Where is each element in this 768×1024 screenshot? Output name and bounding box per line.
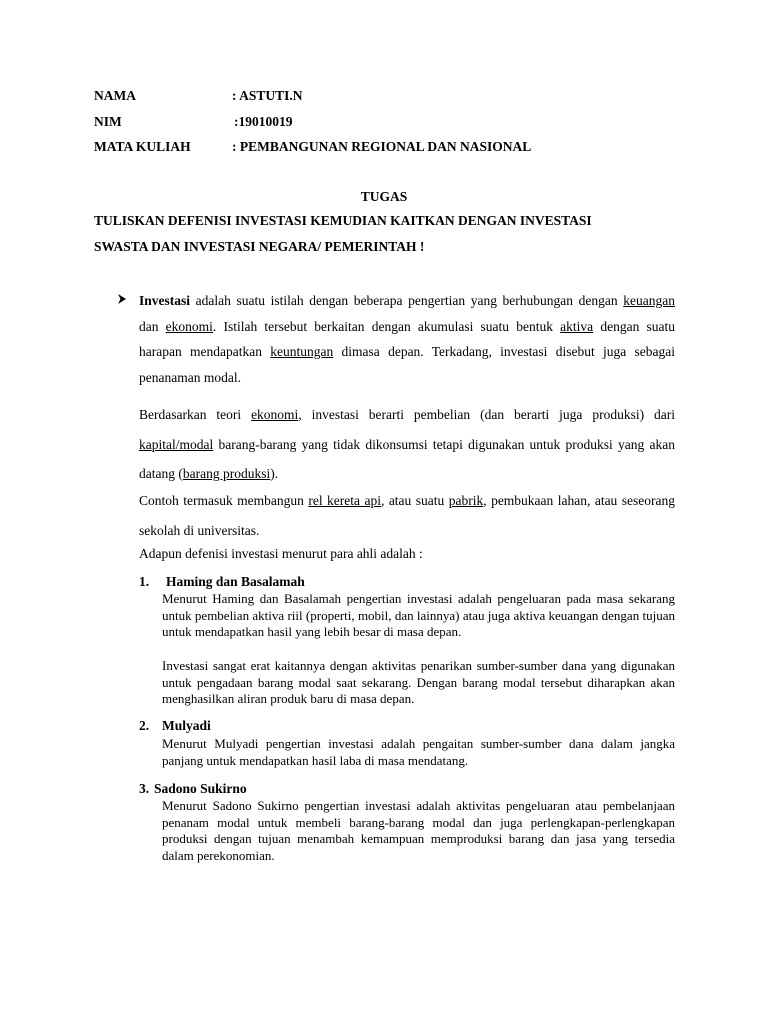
link-pabrik[interactable]: pabrik xyxy=(448,493,484,508)
term-investasi: Investasi xyxy=(139,293,191,308)
paragraph-experts-intro: Adapun defenisi investasi menurut para ahli adalah : xyxy=(139,546,423,561)
paragraph-examples: Contoh termasuk membangun rel kereta api, atau suatu pabrik, pembukaan lahan, atau seseorang sekolah di universitas. xyxy=(139,493,675,538)
mata-kuliah-value: : PEMBANGUNAN REGIONAL DAN NASIONAL xyxy=(232,139,532,154)
expert-2-number: 2. xyxy=(139,718,150,733)
task-line-1: TULISKAN DEFENISI INVESTASI KEMUDIAN KAITKAN DENGAN INVESTASI xyxy=(94,213,592,228)
task-heading: TUGAS xyxy=(360,189,408,204)
expert-1-name: Haming dan Basalamah xyxy=(166,574,305,589)
link-aktiva[interactable]: aktiva xyxy=(560,318,594,334)
paragraph-definition: Investasi adalah suatu istilah dengan beberapa pengertian yang berhubungan dengan keuangan dan ekonomi. Istilah tersebut berkaitan dengan akumulasi suatu bentuk aktiva dengan suatu harapan mendapatkan keuntungan dimasa depan. Terkadang, investasi disebut juga sebagai penanaman modal. xyxy=(139,293,675,385)
link-rel-kereta-api[interactable]: rel kereta api xyxy=(308,493,381,508)
link-ekonomi[interactable]: ekonomi xyxy=(165,318,213,334)
expert-2-name: Mulyadi xyxy=(162,718,211,733)
link-kapital-modal[interactable]: kapital/modal xyxy=(139,436,214,452)
expert-3-name: Sadono Sukirno xyxy=(154,781,247,796)
nim-label: NIM xyxy=(94,114,122,129)
task-line-2: SWASTA DAN INVESTASI NEGARA/ PEMERINTAH ! xyxy=(94,239,425,254)
link-keuntungan[interactable]: keuntungan xyxy=(270,344,334,359)
expert-1-text-1: Menurut Haming dan Basalamah pengertian investasi adalah pengeluaran pada masa sekarang untuk pembelian aktiva riil (properti, mobil, dan lainnya) atau juga aktiva keuangan dengan tujuan untuk mendapatkan hasil yang lebih besar di masa depan. xyxy=(162,591,675,639)
link-barang-produksi[interactable]: barang produksi xyxy=(182,466,271,481)
expert-1-text-2: Investasi sangat erat kaitannya dengan aktivitas penarikan sumber-sumber dana yang digunakan untuk pengadaan barang modal saat sekarang. Dengan barang modal tersebut diharapkan akan menghasilkan aliran produk baru di masa depan. xyxy=(162,658,675,706)
arrow-right-icon xyxy=(116,292,128,310)
nama-label: NAMA xyxy=(94,88,136,103)
expert-3-text-1: Menurut Sadono Sukirno pengertian investasi adalah aktivitas pengeluaran atau pembelanjaan penanam modal untuk membeli barang-barang modal dan juga perlengkapan-perlengkapan produksi dengan tujuan menambah kemampuan memproduksi barang dan jasa yang tersedia dalam perekonomian. xyxy=(162,798,675,863)
nama-value: : ASTUTI.N xyxy=(232,88,303,103)
expert-3-number: 3. xyxy=(139,781,150,796)
link-keuangan[interactable]: keuangan xyxy=(623,293,675,308)
expert-2-text-1: Menurut Mulyadi pengertian investasi adalah pengaitan sumber-sumber dana dalam jangka panjang untuk mendapatkan hasil laba di masa mendatang. xyxy=(162,736,675,768)
expert-1-number: 1. xyxy=(139,574,150,589)
nim-value: :19010019 xyxy=(234,114,293,129)
paragraph-economic-theory: Berdasarkan teori ekonomi, investasi berarti pembelian (dan berarti juga produksi) dari kapital/modal barang-barang yang tidak dikonsumsi tetapi digunakan untuk produksi yang akan datang (barang produksi). xyxy=(139,407,675,481)
mata-kuliah-label: MATA KULIAH xyxy=(94,139,191,154)
link-ekonomi-2[interactable]: ekonomi xyxy=(251,407,299,422)
